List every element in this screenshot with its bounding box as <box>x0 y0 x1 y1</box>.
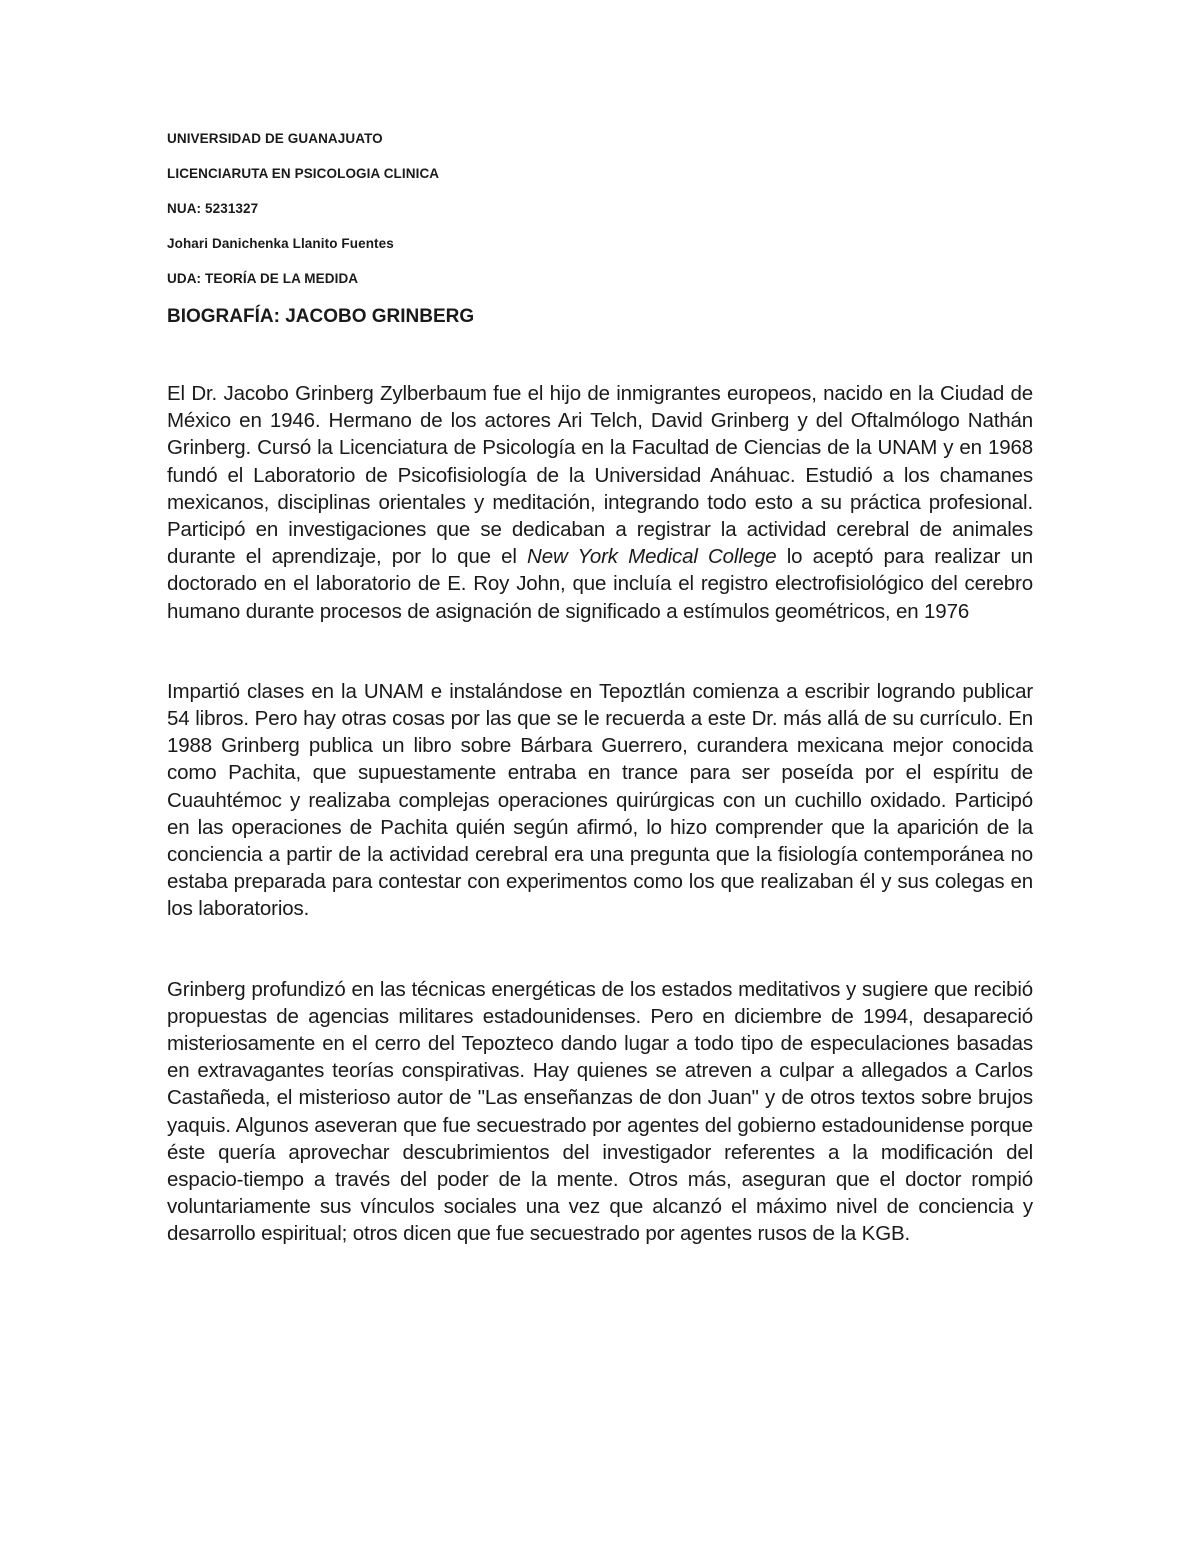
university-name: UNIVERSIDAD DE GUANAJUATO <box>167 131 383 146</box>
program-name: LICENCIARUTA EN PSICOLOGIA CLINICA <box>167 166 440 181</box>
paragraph-3: Grinberg profundizó en las técnicas energéticas de los estados meditativos y sugiere que recibió propuestas de agencias militares estadounidenses. Pero en diciembre de 1994, desapareció misteriosamente en el cerro del Tepozteco dando lugar a todo tipo de especulaciones basadas en extravagantes teorías conspirativas. Hay quienes se atreven a culpar a allegados a Carlos Castañeda, el misterioso autor de "Las enseñanzas de don Juan" y de otros textos sobre brujos yaquis. Algunos aseveran que fue secuestrado por agentes del gobierno estadounidense porque éste quería aprovechar descubrimientos del investigador referentes a la modificación del espacio-tiempo a través del poder de la mente. Otros más, aseguran que el doctor rompió voluntariamente sus vínculos sociales una vez que alcanzó el máximo nivel de conciencia y desarrollo espiritual; otros dicen que fue secuestrado por agentes rusos de la KGB. <box>167 977 1033 1246</box>
course-uda: UDA: TEORÍA DE LA MEDIDA <box>167 271 359 286</box>
student-nua: NUA: 5231327 <box>167 201 259 216</box>
paragraph-1-italic: New York Medical College <box>527 545 777 569</box>
document-title: BIOGRAFÍA: JACOBO GRINBERG <box>167 306 475 327</box>
paragraph-1-part-2: lo aceptó para realizar un doctorado en el laboratorio de E. Roy John, que incluía el registro electrofisiológico del cerebro humano durante procesos de asignación de significado a estímulos geométricos, en 1976 <box>167 545 1034 623</box>
paragraph-1 <box>167 380 1033 625</box>
paragraph-2: Impartió clases en la UNAM e instalándose en Tepoztlán comienza a escribir logrando publicar 54 libros. Pero hay otras cosas por las que se le recuerda a este Dr. más allá de su currículo. En 1988 Grinberg publica un libro sobre Bárbara Guerrero, curandera mexicana mejor conocida como Pachita, que supuestamente entraba en trance para ser poseída por el espíritu de Cuauhtémoc y realizaba complejas operaciones quirúrgicas con un cuchillo oxidado. Participó en las operaciones de Pachita quién según afirmó, lo hizo comprender que la aparición de la conciencia a partir de la actividad cerebral era una pregunta que la fisiología contemporánea no estaba preparada para contestar con experimentos como los que realizaban él y sus colegas en los laboratorios. <box>167 679 1033 921</box>
document-content <box>167 130 1033 1248</box>
paragraph-1-part-1: El Dr. Jacobo Grinberg Zylberbaum fue el hijo de inmigrantes europeos, nacido en la Ciudad de México en 1946. Hermano de los actores Ari Telch, David Grinberg y del Oftalmólogo Nathán Grinberg. Cursó la Licenciatura de Psicología en la Facultad de Ciencias de la UNAM y en 1968 fundó el Laboratorio de Psicofisiología de la Universidad Anáhuac. Estudió a los chamanes mexicanos, disciplinas orientales y meditación, integrando todo esto a su práctica profesional. Participó en investigaciones que se dedicaban a registrar la actividad cerebral de animales durante el aprendizaje, por lo que el <box>167 382 1033 569</box>
student-name: Johari Danichenka Llanito Fuentes <box>167 236 394 251</box>
